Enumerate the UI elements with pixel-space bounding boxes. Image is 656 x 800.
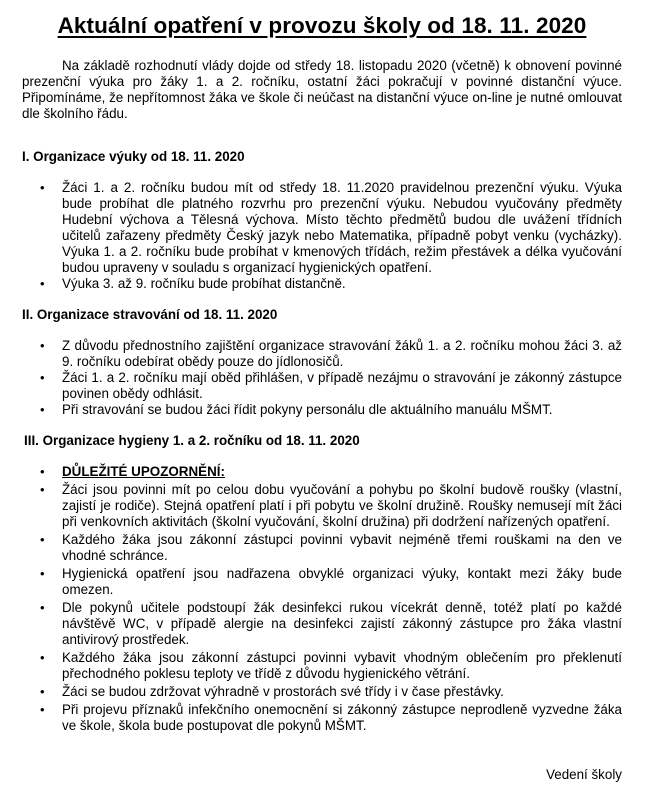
section-heading-teaching: I. Organizace výuky od 18. 11. 2020 [22,149,245,164]
section-heading-hygiene: III. Organizace hygieny 1. a 2. ročníku od 18. 11. 2020 [24,433,360,448]
list-item [40,650,622,682]
bullet-icon: • [40,702,45,717]
list-item-text: Žáci 1. a 2. ročníku mají oběd přihlášen, v případě nezájmu o stravování je zákonný zástupce povinen obědy odhlásit. [62,370,622,401]
intro-paragraph: Na základě rozhodnutí vlády dojde od středy 18. listopadu 2020 (včetně) k obnovení povinné prezenční výuka pro žáky 1. a 2. ročníku, ostatní žáci pokračují v povinné distanční výuce. Připomínáme, že nepřítomnost žáka ve škole či neúčast na distanční výuce on-line je nutné omlouvat dle školního řádu. [22,58,622,121]
list-item-text: Hygienická opatření jsou nadřazena obvyklé organizaci výuky, kontakt mezi žáky bude omezen. [62,566,622,597]
list-item-text: Každého žáka jsou zákonní zástupci povinni vybavit nejméně třemi rouškami na den ve vhodné schránce. [62,532,622,563]
catering-list [22,338,622,418]
bullet-icon: • [40,464,45,479]
list-item [40,370,622,402]
list-item [40,338,622,370]
bullet-icon: • [40,402,45,417]
list-item [40,402,622,418]
bullet-icon: • [40,370,45,385]
bullet-icon: • [40,180,45,195]
list-item [40,600,622,648]
bullet-icon: • [40,482,45,497]
list-item-text: Každého žáka jsou zákonní zástupci povinni vybavit vhodným oblečením pro překlenutí přechodného poklesu teploty ve třídě z důvodu hygienického větrání. [62,650,622,681]
page-title: Aktuální opatření v provozu školy od 18. 11. 2020 [57,13,587,38]
list-item [40,532,622,564]
list-item-text: Žáci se budou zdržovat výhradně v prostorách své třídy i v čase přestávky. [62,684,504,699]
bullet-icon: • [40,650,45,665]
list-item-text: Výuka 3. až 9. ročníku bude probíhat distančně. [62,276,346,291]
list-item [40,276,622,292]
list-item-text: Dle pokynů učitele podstoupí žák desinfekci rukou vícekrát denně, totéž platí po každé návštěvě WC, v případě alergie na desinfekci zajistí zákonný zástupce pro žáka vlastní antivirový prostředek. [62,600,622,647]
list-item-text: Žáci 1. a 2. ročníku budou mít od středy 18. 11.2020 pravidelnou prezenční výuku. Výuka bude probíhat dle platného rozvrhu pro prezenční výuku. Nebudou vyučovány předměty Hudební výchova a Tělesná výchova. Místo těchto předmětů budou dle uvážení třídních učitelů zařazeny předměty Český jazyk nebo Matematika, případně pobyt venku (vycházky). Výuka 1. a 2. ročníku bude probíhat v kmenových třídách, režim přestávek a délka vyučování budou upraveny v souladu s organizací hygienických opatření. [62,180,622,275]
bullet-icon: • [40,532,45,547]
list-item [40,482,622,530]
list-item [40,566,622,598]
hygiene-list [22,464,622,734]
section-heading-catering: II. Organizace stravování od 18. 11. 2020 [22,307,278,322]
list-item-text: Žáci jsou povinni mít po celou dobu vyučování a pohybu po školní budově roušky (vlastní, zajistí je rodiče). Stejná opatření platí i při pobytu ve školní družině. Roušky nemusejí mít žáci při venkovních aktivitách (školní vyučování, školní družina) při dodržení nařízených opatření. [62,482,622,529]
bullet-icon: • [40,338,45,353]
list-item-text: Z důvodu přednostního zajištění organizace stravování žáků 1. a 2. ročníku mohou žáci 3. až 9. ročníku odebírat obědy pouze do jídlonosičů. [62,338,622,369]
bullet-icon: • [40,276,45,291]
bullet-icon: • [40,600,45,615]
list-item [40,702,622,734]
list-item-text: Při projevu příznaků infekčního onemocnění si zákonný zástupce neprodleně vyzvedne žáka ve škole, škola bude postupovat dle pokynů MŠMT. [62,702,622,733]
bullet-icon: • [40,566,45,581]
signature: Vedení školy [546,767,622,782]
list-item [40,684,622,700]
teaching-list [22,180,622,292]
important-notice: DŮLEŽITÉ UPOZORNĚNÍ: [62,464,225,479]
bullet-icon: • [40,684,45,699]
list-item [40,180,622,276]
list-item-warning [40,464,622,480]
list-item-text: Při stravování se budou žáci řídit pokyny personálu dle aktuálního manuálu MŠMT. [62,402,553,417]
